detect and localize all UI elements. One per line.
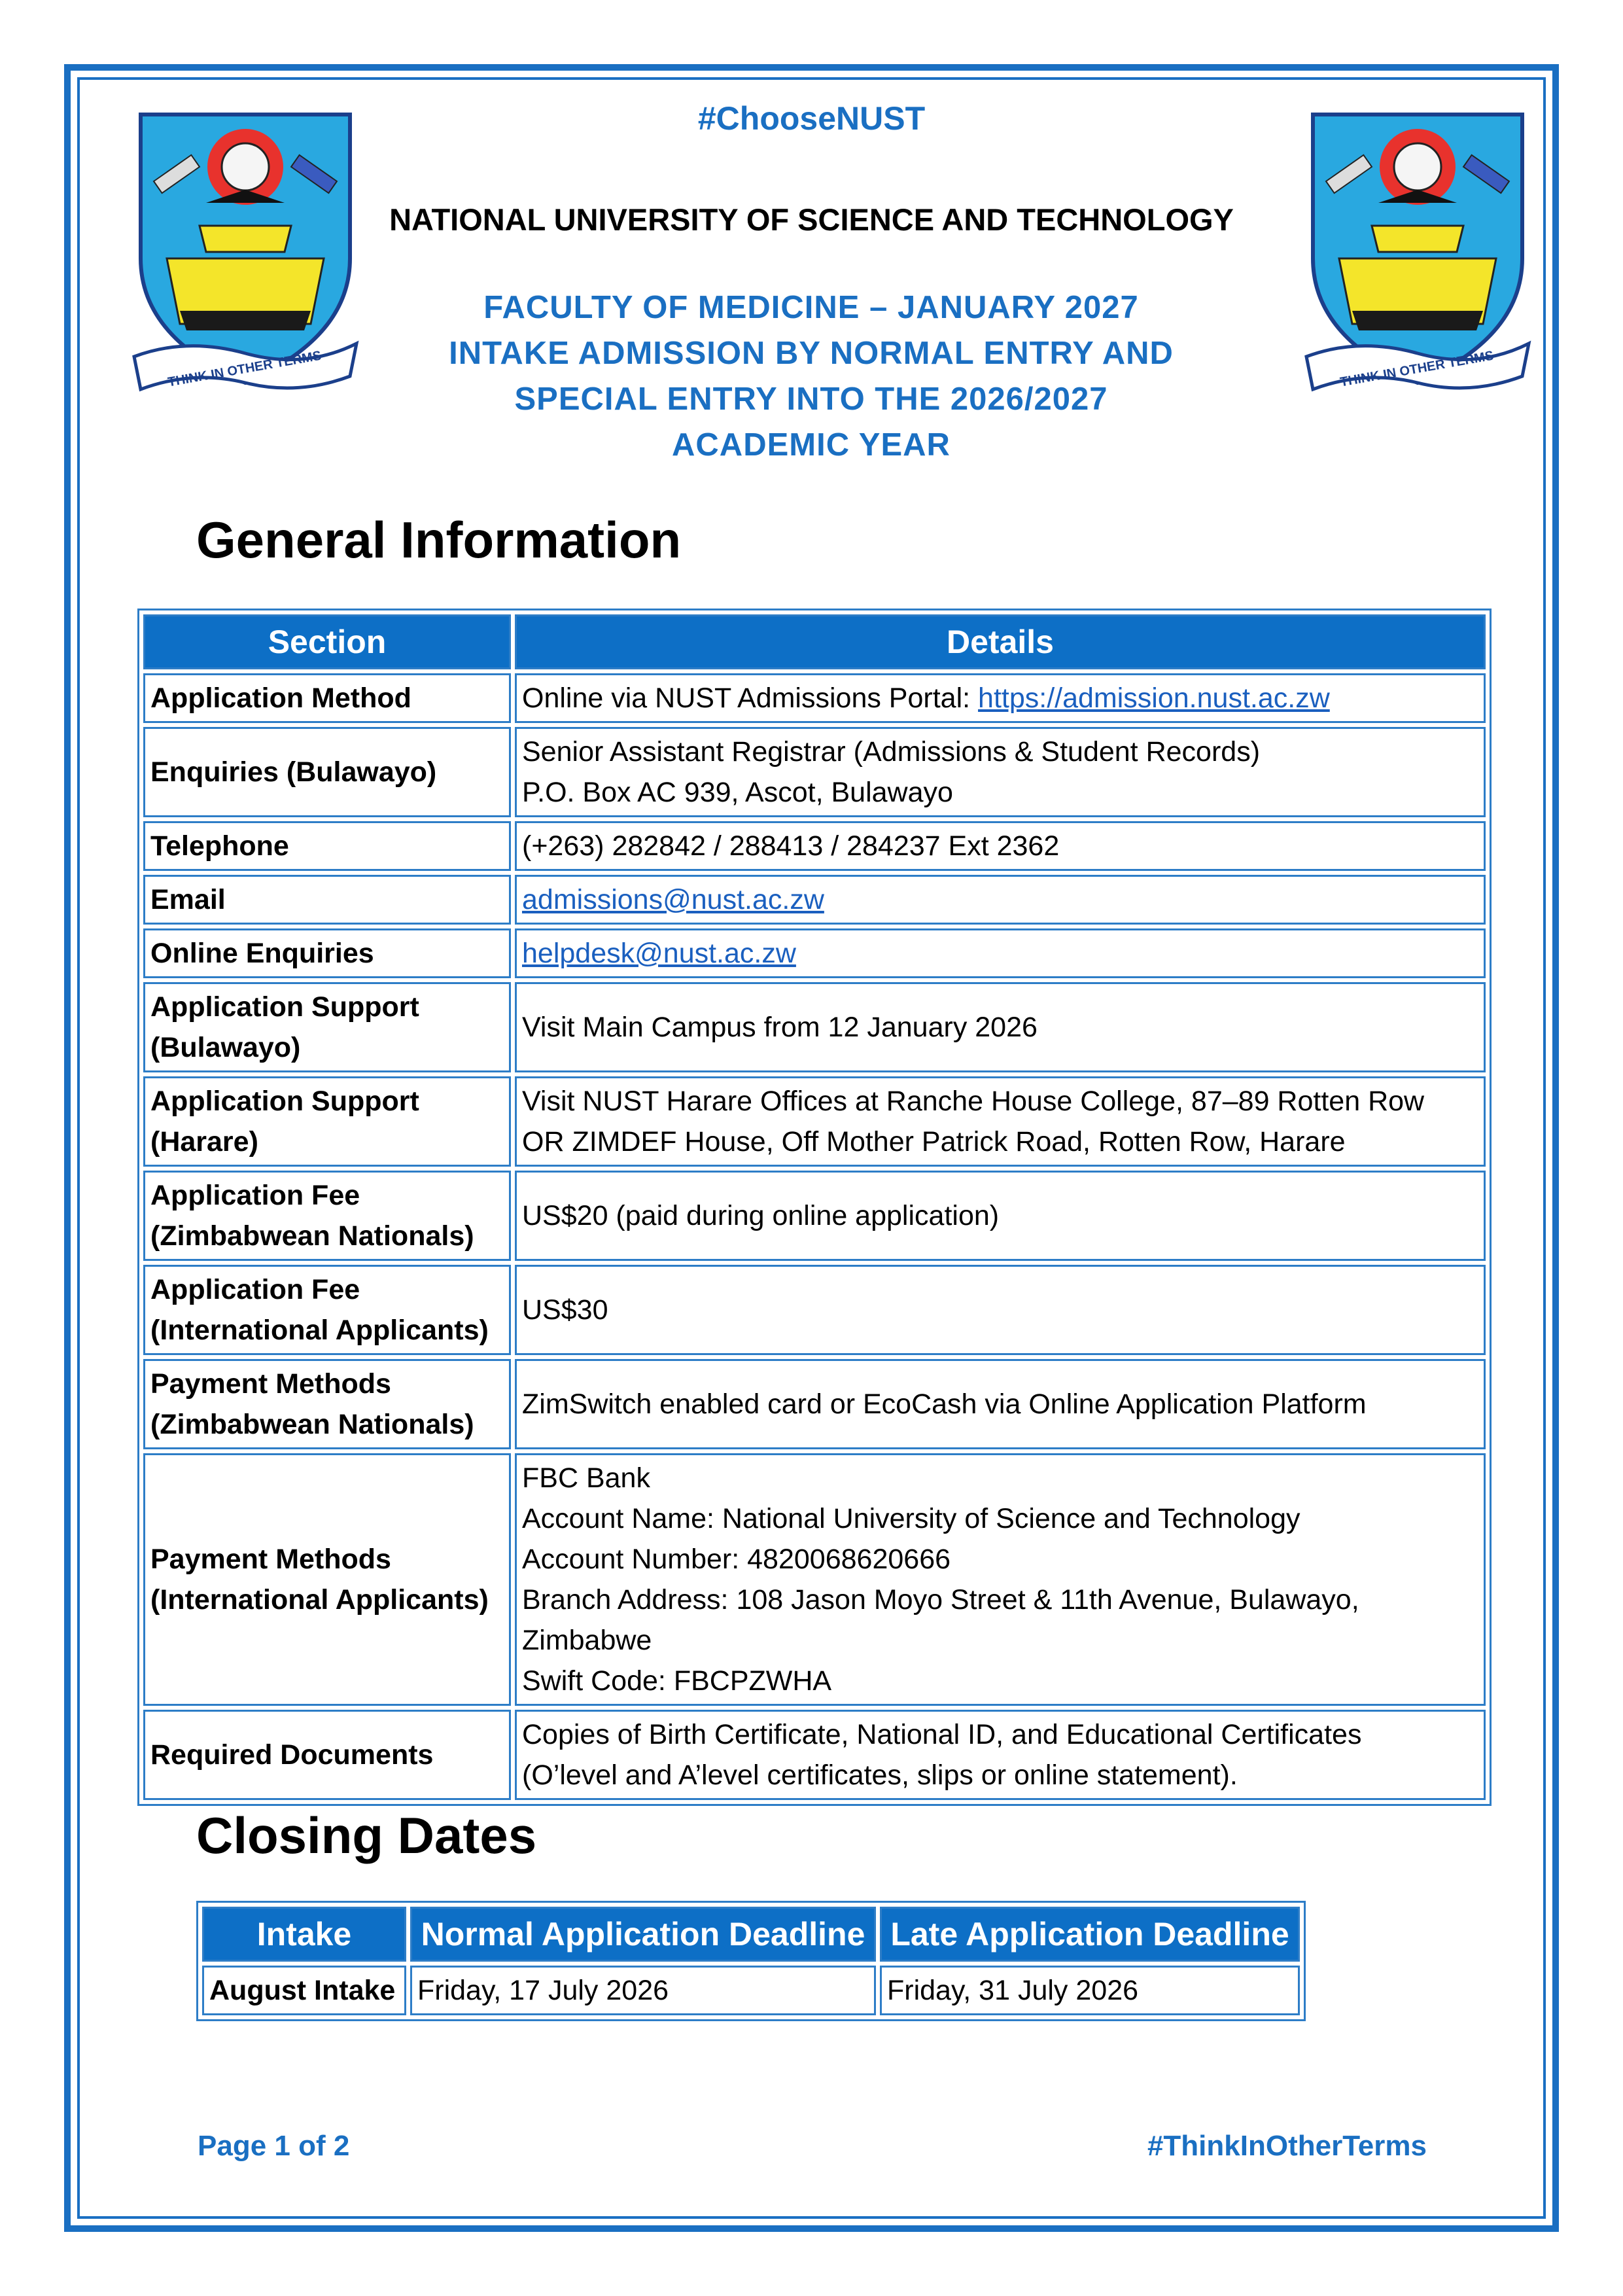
detail-line: (+263) 282842 / 288413 / 284237 Ext 2362	[522, 830, 1060, 862]
row-label	[143, 727, 511, 817]
row-label-line: Payment Methods	[150, 1368, 391, 1400]
table-row	[143, 1171, 1486, 1261]
table-row	[143, 875, 1486, 925]
row-label-line: Application Fee	[150, 1274, 360, 1305]
crest-motto-left: THINK IN OTHER TERMS	[166, 348, 323, 390]
row-label	[143, 982, 511, 1072]
row-details	[515, 727, 1486, 817]
email-link[interactable]: admissions@nust.ac.zw	[522, 884, 824, 915]
nust-crest-right	[1300, 95, 1535, 402]
row-label-line: Payment Methods	[150, 1544, 391, 1575]
row-details	[515, 1359, 1486, 1449]
title-line: SPECIAL ENTRY INTO THE 2026/2027	[514, 381, 1108, 417]
column-header-late-deadline: Late Application Deadline	[880, 1907, 1300, 1962]
closing-dates-heading: Closing Dates	[196, 1807, 537, 1864]
row-details	[515, 821, 1486, 871]
title-line: FACULTY OF MEDICINE – JANUARY 2027	[483, 290, 1139, 325]
row-details	[515, 1453, 1486, 1706]
university-name: NATIONAL UNIVERSITY OF SCIENCE AND TECHNOLOGY	[389, 202, 1234, 237]
detail-line: Account Number: 4820068620666	[522, 1544, 951, 1575]
row-label	[143, 928, 511, 978]
row-label-line: (Zimbabwean Nationals)	[150, 1220, 474, 1252]
detail-line: ZimSwitch enabled card or EcoCash via Online Application Platform	[522, 1388, 1367, 1420]
detail-line: US$20 (paid during online application)	[522, 1200, 1000, 1231]
table-row	[143, 1265, 1486, 1355]
detail-line: FBC Bank	[522, 1462, 650, 1494]
row-label-line: (Harare)	[150, 1126, 258, 1157]
general-information-heading: General Information	[196, 511, 682, 569]
detail-line: Branch Address: 108 Jason Moyo Street & 11th Avenue, Bulawayo,	[522, 1584, 1359, 1616]
general-information-table	[137, 609, 1492, 1806]
detail-line: Zimbabwe	[522, 1625, 652, 1656]
row-details	[515, 673, 1486, 723]
row-label-line: Email	[150, 884, 226, 915]
detail-line: US$30	[522, 1294, 608, 1326]
row-label-line: Online Enquiries	[150, 938, 374, 969]
column-header-intake: Intake	[202, 1907, 406, 1962]
row-label-line: Enquiries (Bulawayo)	[150, 756, 437, 788]
table-row	[202, 1966, 1300, 2015]
row-details	[515, 982, 1486, 1072]
row-label-line: Application Support	[150, 991, 419, 1023]
column-header-details: Details	[515, 614, 1486, 669]
column-header-normal-deadline: Normal Application Deadline	[410, 1907, 876, 1962]
portal-link[interactable]: https://admission.nust.ac.zw	[978, 682, 1330, 714]
detail-line: Senior Assistant Registrar (Admissions & Student Records)	[522, 736, 1261, 768]
row-label-line: (Bulawayo)	[150, 1032, 301, 1063]
detail-line: Account Name: National University of Science and Technology	[522, 1503, 1300, 1534]
detail-line: (O’level and A’level certificates, slips or online statement).	[522, 1759, 1238, 1791]
row-label	[143, 1171, 511, 1261]
nust-crest-left	[128, 95, 363, 402]
row-details	[515, 1076, 1486, 1167]
row-label-line: (Zimbabwean Nationals)	[150, 1409, 474, 1440]
row-details	[515, 1265, 1486, 1355]
intake-cell: August Intake	[202, 1966, 406, 2015]
title-line: INTAKE ADMISSION BY NORMAL ENTRY AND	[449, 336, 1174, 371]
row-label-line: Application Support	[150, 1086, 419, 1117]
row-details	[515, 1171, 1486, 1261]
column-header-section: Section	[143, 614, 511, 669]
table-row	[143, 928, 1486, 978]
document-title	[353, 285, 1269, 468]
row-label	[143, 821, 511, 871]
table-row	[143, 1076, 1486, 1167]
table-row	[143, 673, 1486, 723]
row-label	[143, 1453, 511, 1706]
hashtag-choose-nust: #ChooseNUST	[697, 100, 926, 137]
row-details	[515, 1710, 1486, 1800]
closing-dates-table	[196, 1901, 1306, 2021]
table-row	[143, 727, 1486, 817]
row-label	[143, 875, 511, 925]
row-details	[515, 928, 1486, 978]
table-row	[143, 1710, 1486, 1800]
table-row	[143, 1359, 1486, 1449]
row-label	[143, 1076, 511, 1167]
late-deadline-cell: Friday, 31 July 2026	[880, 1966, 1300, 2015]
row-label	[143, 1710, 511, 1800]
table-row	[143, 1453, 1486, 1706]
detail-line: Visit Main Campus from 12 January 2026	[522, 1012, 1038, 1043]
detail-line: OR ZIMDEF House, Off Mother Patrick Road, Rotten Row, Harare	[522, 1126, 1346, 1157]
row-label	[143, 1359, 511, 1449]
normal-deadline-cell: Friday, 17 July 2026	[410, 1966, 876, 2015]
row-label-line: (International Applicants)	[150, 1315, 489, 1346]
detail-line: P.O. Box AC 939, Ascot, Bulawayo	[522, 777, 953, 808]
email-link[interactable]: helpdesk@nust.ac.zw	[522, 938, 796, 969]
row-label-line: Application Method	[150, 682, 411, 714]
row-label-line: (International Applicants)	[150, 1584, 489, 1616]
detail-line: Visit NUST Harare Offices at Ranche House College, 87–89 Rotten Row	[522, 1086, 1425, 1117]
crest-motto-right: THINK IN OTHER TERMS	[1338, 348, 1495, 390]
detail-line: Copies of Birth Certificate, National ID, and Educational Certificates	[522, 1719, 1362, 1750]
row-label-line: Telephone	[150, 830, 289, 862]
title-line: ACADEMIC YEAR	[672, 427, 951, 463]
detail-line: Swift Code: FBCPZWHA	[522, 1665, 832, 1697]
page-number: Page 1 of 2	[198, 2130, 350, 2162]
table-row	[143, 982, 1486, 1072]
hashtag-think-in-other-terms: #ThinkInOtherTerms	[1147, 2130, 1427, 2162]
row-details	[515, 875, 1486, 925]
table-row	[143, 821, 1486, 871]
row-label	[143, 673, 511, 723]
row-label-line: Required Documents	[150, 1739, 434, 1771]
row-label	[143, 1265, 511, 1355]
row-label-line: Application Fee	[150, 1180, 360, 1211]
detail-line: Online via NUST Admissions Portal:	[522, 682, 979, 714]
